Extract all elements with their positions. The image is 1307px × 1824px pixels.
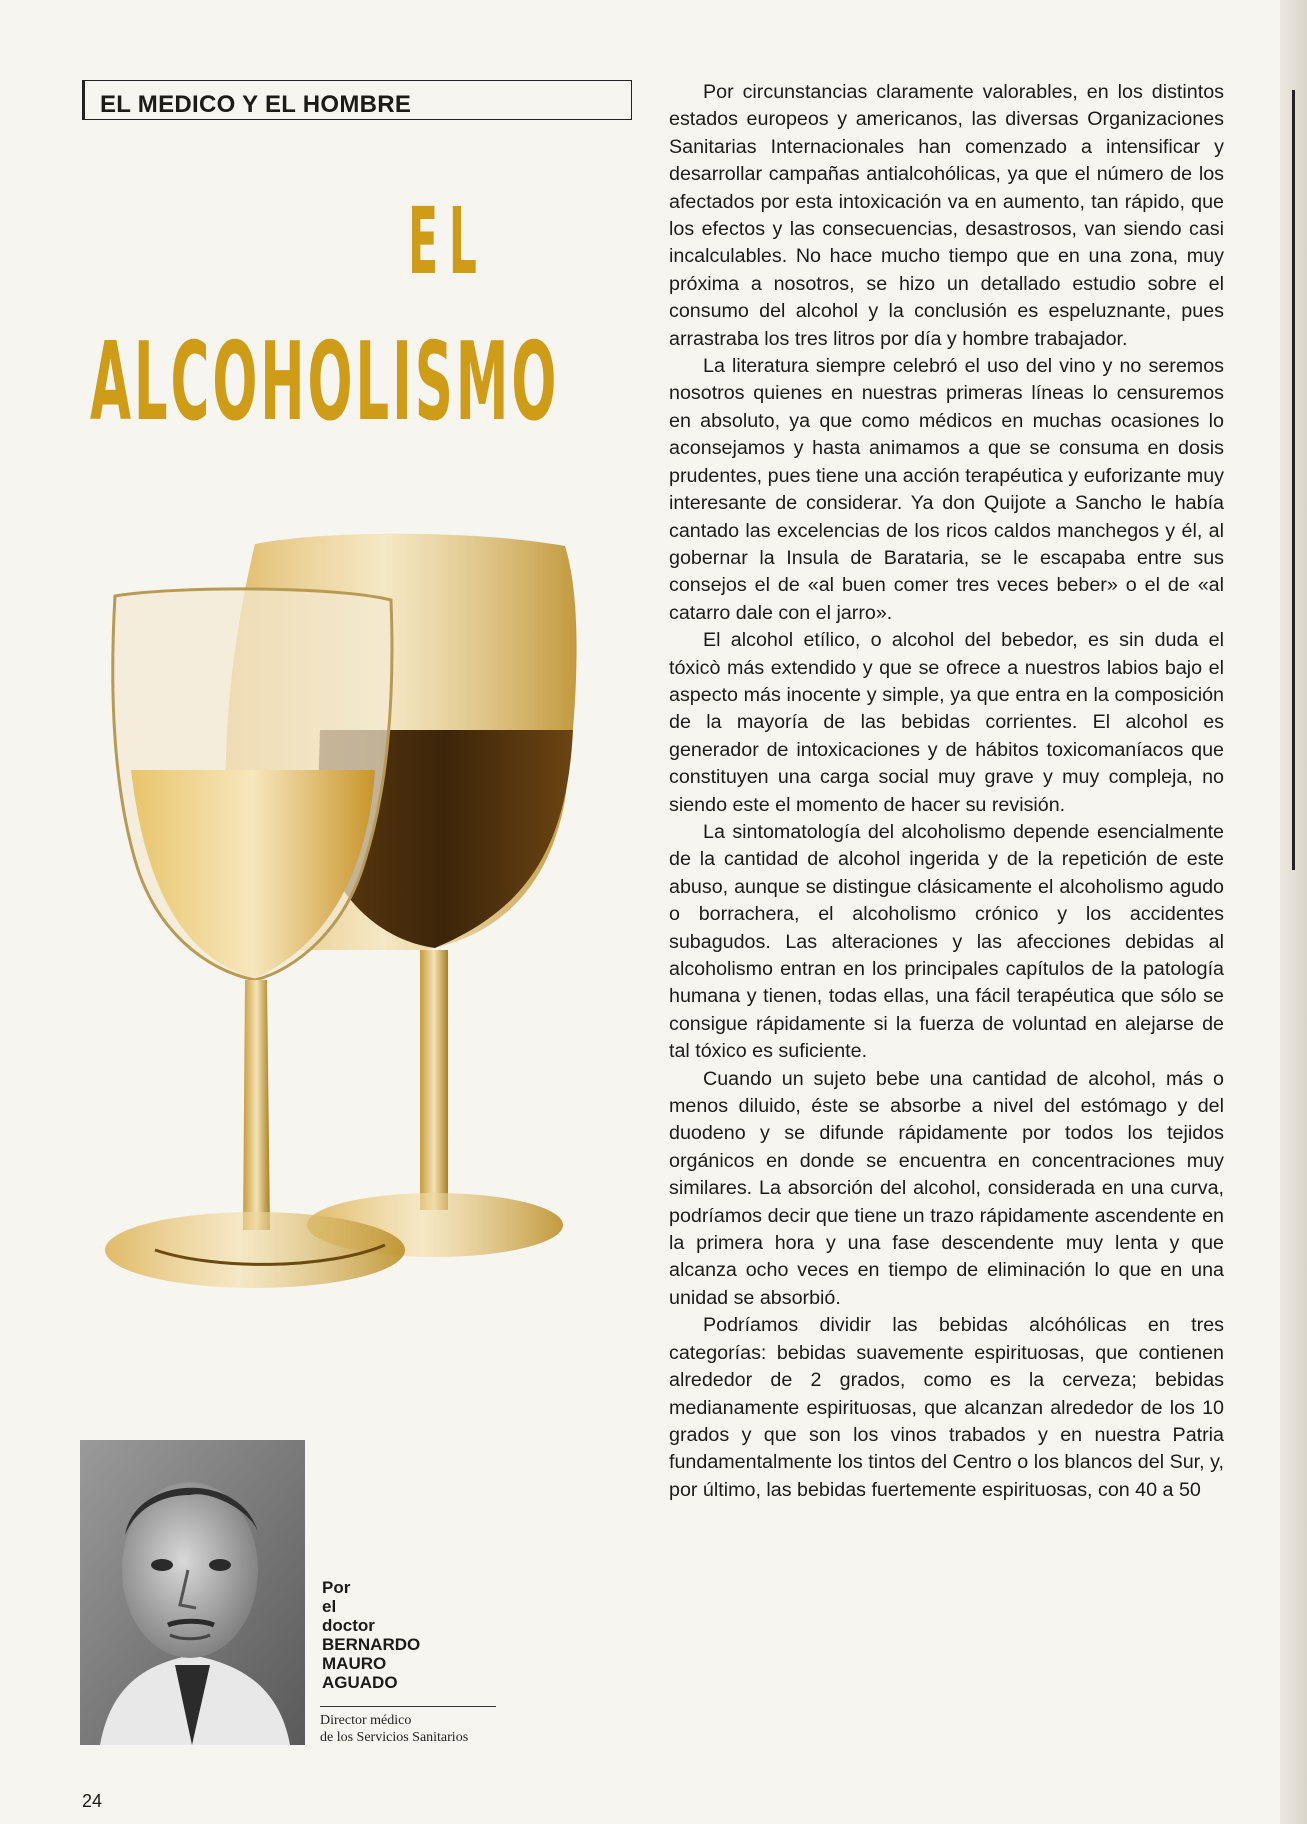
article-paragraph: Podríamos dividir las bebidas alcóhólicas en tres categorías: bebidas suavemente espirituosas, que contienen alrededor de 2 grados, como es la cerveza; bebidas medianamente espirituosas, que alcanzan alrededor de los 10 grados y que son los vinos trabados y en nuestra Patria fundamentalmente los tintos del Centro o los blancos del Sur, y, por último, las bebidas fuertemente espirituosas, con 40 a 50: [669, 1314, 1224, 1501]
article-body: [669, 79, 1224, 1504]
headline-line-2: ALCOHOLISMO: [90, 320, 560, 445]
wine-glasses-illustration: [95, 530, 615, 1320]
section-title: EL MEDICO Y EL HOMBRE: [100, 91, 412, 118]
byline-line: BERNARDO: [322, 1635, 421, 1654]
headline-line-1: EL: [408, 188, 488, 295]
credit-line: de los Servicios Sanitarios: [320, 1730, 469, 1745]
byline-line: Por: [322, 1578, 351, 1597]
byline-line: AGUADO: [322, 1673, 398, 1692]
author-portrait: [80, 1440, 305, 1745]
credit-line: Director médico: [320, 1713, 412, 1728]
author-byline: [322, 1578, 420, 1692]
binding-line: [1292, 90, 1295, 870]
byline-line: doctor: [322, 1616, 375, 1635]
byline-line: el: [322, 1597, 337, 1616]
article-paragraph: La sintomatología del alcoholismo depende esencialmente de la cantidad de alcohol ingerida y de la repetición de este abuso, aunque se distingue clásicamente el alcoholismo agudo o borrachera, el alcoholismo crónico y los accidentes subagudos. Las alteraciones y las afecciones debidas al alcoholismo entran en los principales capítulos de la patología humana y tienen, todas ellas, una fácil terapéutica que sólo se consigue rápidamente si la fuerza de voluntad en alejarse de tal tóxico es suficiente.: [669, 820, 1224, 1063]
article-paragraph: El alcohol etílico, o alcohol del bebedor, es sin duda el tóxicò más extendido y que se ofrece a nuestros labios bajo el aspecto más inocente y simple, ya que entra en la composición de la mayoría de las bebidas corrientes. El alcohol es generador de intoxicaciones y de hábitos toxicomaníacos que constituyen una carga social muy grave y muy compleja, no siendo este el momento de hacer su revisión.: [669, 629, 1224, 816]
author-credit: [320, 1712, 468, 1746]
article-paragraph: Cuando un sujeto bebe una cantidad de alcohol, más o menos diluido, éste se absorbe a nivel del estómago y del duodeno y se difunde rápidamente por todos los tejidos orgánicos en donde se encuentra en concentraciones muy similares. La absorción del alcohol, considerada en una curva, podríamos decir que tiene un trazo rápidamente ascendente en la primera hora y una fase descendente muy lenta y que alcanza ocho veces en tiempo de eliminación lo que en una unidad se absorbió.: [669, 1067, 1224, 1309]
credit-divider: [320, 1706, 496, 1707]
article-paragraph: La literatura siempre celebró el uso del vino y no seremos nosotros quienes en nuestras primeras líneas lo censuremos en absoluto, ya que como médicos en muchas ocasiones lo aconsejamos y hasta animamos a que se consuma en dosis prudentes, pues tiene una acción terapéutica y euforizante muy interesante de considerar. Ya don Quijote a Sancho le había cantado las excelencias de los ricos caldos manchegos y él, al gobernar la Insula de Barataria, se le escapaba entre sus consejos el de «al buen comer tres veces beber» o el de «al catarro dale con el jarro».: [669, 355, 1224, 624]
article-paragraph: Por circunstancias claramente valorables, en los distintos estados europeos y americanos, las diversas Organizaciones Sanitarias Internacionales han comenzado a intensificar y desarrollar campañas antialcohólicas, ya que el número de los afectados por esta intoxicación va en aumento, tan rápido, que los efectos y las consecuencias, desastrosos, van siendo casi incalculables. No hace mucho tiempo que en una zona, muy próxima a nosotros, se hizo un detallado estudio sobre el consumo del alcohol y la conclusión es espeluznante, pues arrastraba los tres litros por día y hombre trabajador.: [669, 81, 1224, 350]
page-number: 24: [82, 1791, 103, 1811]
byline-line: MAURO: [322, 1654, 387, 1673]
